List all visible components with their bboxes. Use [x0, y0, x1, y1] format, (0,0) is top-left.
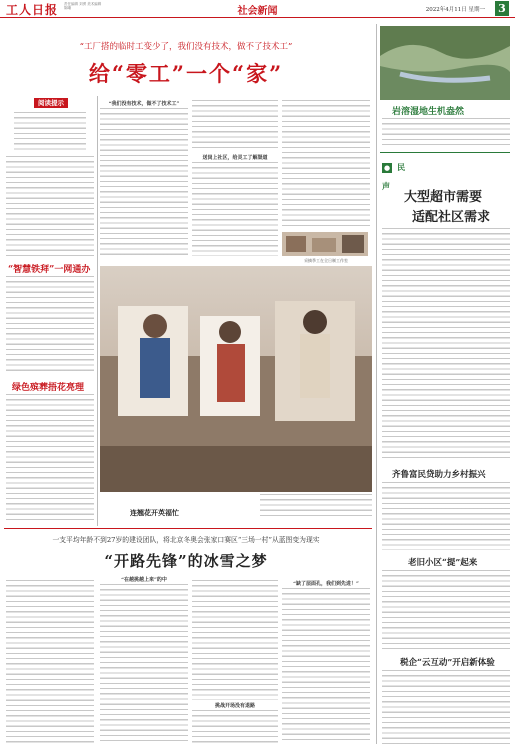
right-col-divider [376, 24, 377, 744]
lead-sub-b: 送岗上社区，给灵工了解渠道 [202, 155, 268, 161]
lead-body-col4 [282, 100, 370, 230]
lead-body-col3b [192, 162, 278, 256]
issue-date: 2022年4月11日 星期一 [425, 7, 485, 13]
min-sheng-tag-label: 民声 [382, 162, 406, 191]
lead-body-col2 [100, 108, 188, 256]
lead-photo [100, 266, 372, 492]
section-title: 社会新闻 [237, 6, 278, 17]
page-number: 3 [495, 1, 509, 16]
masthead [0, 0, 515, 18]
workshop-photo [282, 232, 368, 256]
right-head-b: 老旧小区“提”起来 [408, 558, 478, 568]
lower-sub-4: 挑战开场没有退路 [214, 703, 255, 709]
lower-pre-headline: 一支平均年龄不到27岁的建设团队，将北京冬奥会张家口赛区“三场一村”从蓝图变为现实 [52, 536, 320, 544]
right-main-title-2: 适配社区需求 [412, 210, 491, 225]
lead-body-col3a [192, 100, 278, 152]
min-sheng-tag-icon: ● [383, 164, 391, 172]
lower-col2 [100, 584, 188, 744]
min-sheng-rule [380, 152, 510, 153]
min-sheng-tag [382, 155, 412, 191]
lead-sub-a: “我们没有技术，做不了技术工” [108, 101, 180, 107]
right-main-title-1: 大型超市需要 [404, 190, 483, 205]
lower-col1 [6, 580, 94, 744]
workshop-photo-caption: 采摘季工在全日制工作室 [304, 258, 348, 263]
left-body-1 [6, 276, 94, 374]
lead-photo-caption-text [260, 494, 372, 518]
right-head-c: 税企“云互动”开启新体验 [400, 658, 495, 668]
right-body-b [382, 570, 510, 650]
wetland-photo-title: 岩溶湿地生机盎然 [392, 107, 465, 117]
lower-headline: “开路先锋”的冰雪之梦 [104, 552, 268, 570]
newspaper-logo: 工人日报 [6, 3, 59, 17]
lower-sub-3: “缺了层面孔，我们到先进！” [293, 581, 359, 587]
lower-col4 [282, 588, 370, 744]
right-main-body [382, 228, 510, 460]
editor-credits: 责任编辑 刘勇 美术编辑 陈曦 [64, 2, 102, 10]
right-head-a: 齐鲁富民贷助力乡村振兴 [392, 470, 486, 480]
right-body-a [382, 482, 510, 550]
left-body-2 [6, 394, 94, 522]
lower-rule [4, 528, 372, 529]
lower-sub-1: “在越挑越上来”的中 [121, 577, 167, 583]
editor-note-text [14, 112, 86, 150]
lower-col3 [192, 580, 278, 700]
right-body-c [382, 670, 510, 744]
lead-headline: 给“零工”一个“家” [88, 61, 284, 86]
lower-col3b [192, 710, 278, 744]
lead-body-col1 [6, 156, 94, 256]
wetland-photo [380, 26, 510, 100]
left-head-1: “智慧铁拜”一网通办 [8, 265, 91, 275]
editor-note-badge [34, 98, 68, 108]
lead-pre-headline: “工厂搭的临时工变少了，我们没有技术，做不了技术工” [79, 42, 293, 52]
wetland-caption [382, 118, 510, 148]
editor-note-title: 阅读提示 [38, 99, 64, 107]
col-divider [97, 96, 98, 526]
left-head-2: 绿色殡葬捂花亮理 [12, 383, 85, 393]
lead-photo-caption: 连翘花开英福忙 [130, 508, 179, 517]
